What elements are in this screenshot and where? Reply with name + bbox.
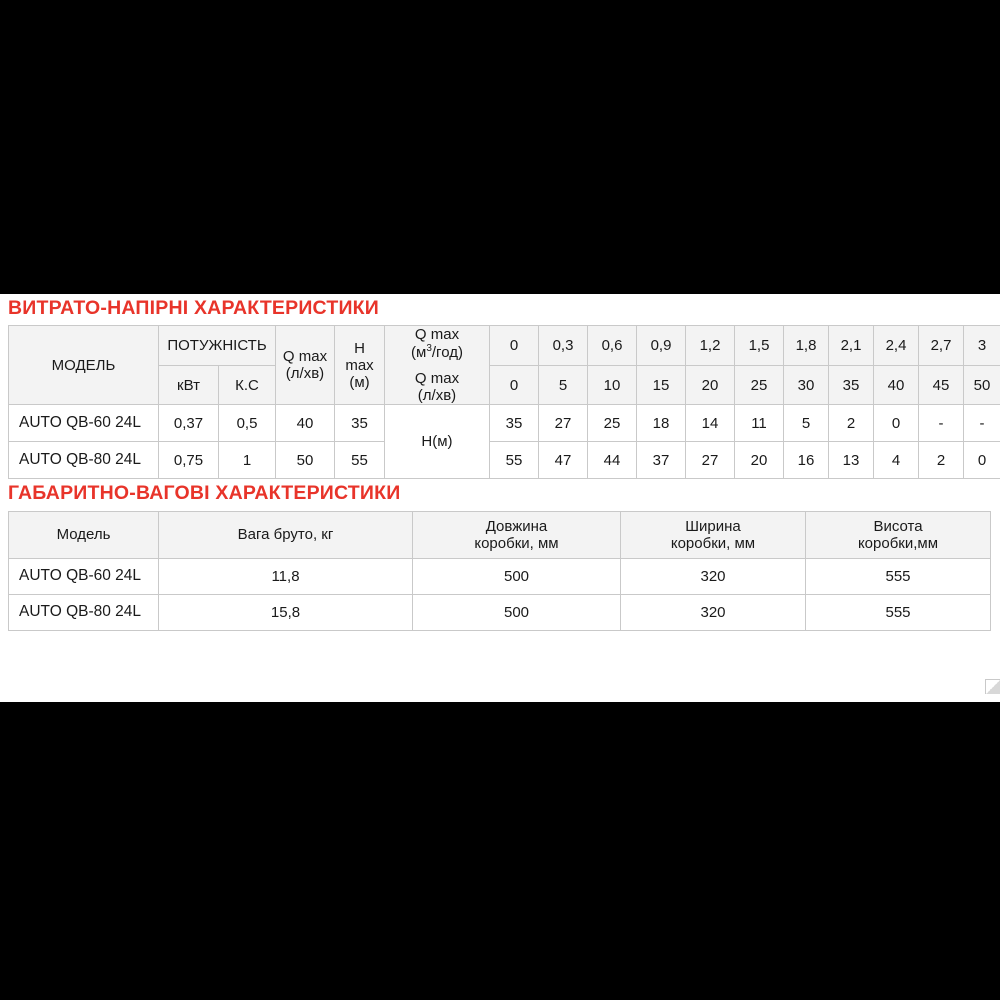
q-lmin-value: 50 (964, 365, 1000, 405)
header-width (621, 511, 806, 558)
q-m3-value: 0,6 (588, 326, 637, 366)
q-m3-value: 1,5 (735, 326, 784, 366)
q-lmin-value: 25 (735, 365, 784, 405)
row-length: 500 (413, 558, 621, 594)
q-m3-value: 2,7 (919, 326, 964, 366)
q-m3-value: 0,9 (637, 326, 686, 366)
head-value: 44 (588, 442, 637, 479)
header-hmax-line2: max (345, 356, 374, 374)
table-row (9, 594, 991, 630)
q-lmin-value: 10 (588, 365, 637, 405)
q-m3-value: 0,3 (539, 326, 588, 366)
row-model: AUTO QB-80 24L (9, 594, 159, 630)
q-lmin-value: 20 (686, 365, 735, 405)
q-m3-value: 0 (490, 326, 539, 366)
row-width: 320 (621, 558, 806, 594)
q-lmin-value: 0 (490, 365, 539, 405)
head-value: 0 (874, 405, 919, 442)
head-value: 35 (490, 405, 539, 442)
flow-section-title: ВИТРАТО-НАПІРНІ ХАРАКТЕРИСТИКИ (8, 297, 379, 319)
page-curl-corner (985, 679, 1000, 694)
head-value: - (964, 405, 1000, 442)
table-row (9, 511, 991, 558)
table-row (9, 326, 1000, 366)
row-hmax: 35 (335, 405, 385, 442)
row-qmax: 50 (276, 442, 335, 479)
header-height (806, 511, 991, 558)
header-width-line2: коробки, мм (670, 534, 756, 552)
flow-characteristics-table (8, 325, 1000, 479)
row-model: AUTO QB-80 24L (9, 442, 159, 479)
row-height: 555 (806, 558, 991, 594)
header-qmax-lhv (387, 370, 487, 404)
q-lmin-value: 30 (784, 365, 829, 405)
q-lmin-value: 35 (829, 365, 874, 405)
header-length-line1: Довжина (485, 517, 548, 535)
row-width: 320 (621, 594, 806, 630)
header-model: Модель (9, 511, 159, 558)
header-qmax-m3 (387, 326, 487, 361)
row-qmax: 40 (276, 405, 335, 442)
header-length (413, 511, 621, 558)
q-lmin-value: 40 (874, 365, 919, 405)
q-lmin-value: 5 (539, 365, 588, 405)
head-value: 13 (829, 442, 874, 479)
spec-sheet (0, 294, 1000, 702)
table-row (9, 442, 1000, 479)
row-length: 500 (413, 594, 621, 630)
dimensions-table (8, 511, 991, 631)
row-weight: 11,8 (159, 558, 413, 594)
row-model: AUTO QB-60 24L (9, 558, 159, 594)
row-hmax: 55 (335, 442, 385, 479)
head-value: 18 (637, 405, 686, 442)
header-qmax-lmin (276, 326, 335, 405)
head-value: 2 (919, 442, 964, 479)
dimensions-section-title: ГАБАРИТНО-ВАГОВІ ХАРАКТЕРИСТИКИ (8, 482, 401, 505)
qmax-m3-suffix: /год) (431, 344, 463, 362)
header-qmax-m3-line1: Q max (414, 326, 460, 344)
header-model: МОДЕЛЬ (9, 326, 159, 405)
head-value: 20 (735, 442, 784, 479)
q-m3-value: 1,8 (784, 326, 829, 366)
header-hmax (335, 326, 385, 405)
header-height-line1: Висота (873, 517, 923, 535)
head-value: - (919, 405, 964, 442)
head-value: 37 (637, 442, 686, 479)
head-value: 27 (686, 442, 735, 479)
q-m3-value: 2,4 (874, 326, 919, 366)
header-length-line2: коробки, мм (474, 534, 559, 552)
head-value: 55 (490, 442, 539, 479)
head-value: 5 (784, 405, 829, 442)
q-m3-value: 2,1 (829, 326, 874, 366)
q-lmin-value: 15 (637, 365, 686, 405)
head-value: 16 (784, 442, 829, 479)
row-kw: 0,75 (159, 442, 219, 479)
row-hp: 1 (219, 442, 276, 479)
header-qmax-unit-group (385, 326, 490, 405)
header-weight: Вага бруто, кг (159, 511, 413, 558)
header-qmax-lhv-line1: Q max (414, 370, 460, 388)
header-hp: К.С (219, 365, 276, 405)
header-width-line1: Ширина (685, 517, 741, 535)
head-value: 4 (874, 442, 919, 479)
q-m3-value: 1,2 (686, 326, 735, 366)
header-qmax-m3-line2 (387, 343, 487, 361)
row-model: AUTO QB-60 24L (9, 405, 159, 442)
header-power: ПОТУЖНІСТЬ (159, 326, 276, 366)
row-weight: 15,8 (159, 594, 413, 630)
q-lmin-value: 45 (919, 365, 964, 405)
head-value: 25 (588, 405, 637, 442)
qmax-m3-prefix: (м (411, 344, 427, 362)
header-height-line2: коробки,мм (857, 534, 939, 552)
head-value: 0 (964, 442, 1000, 479)
table-row (9, 405, 1000, 442)
row-height: 555 (806, 594, 991, 630)
head-value: 11 (735, 405, 784, 442)
header-h-m: Н(м) (385, 405, 490, 479)
header-hmax-line3: (м) (349, 373, 370, 391)
header-kw: кВт (159, 365, 219, 405)
header-hmax-line1: H (354, 339, 365, 357)
head-value: 47 (539, 442, 588, 479)
qmax-m3-superscript: 3 (426, 343, 432, 355)
header-qmax-lhv-line2: (л/хв) (417, 387, 457, 405)
q-m3-value: 3 (964, 326, 1000, 366)
header-qmax-lmin-line1: Q max (282, 348, 328, 366)
head-value: 14 (686, 405, 735, 442)
header-qmax-lmin-line2: (л/хв) (285, 365, 325, 383)
head-value: 27 (539, 405, 588, 442)
row-kw: 0,37 (159, 405, 219, 442)
table-row (9, 558, 991, 594)
row-hp: 0,5 (219, 405, 276, 442)
head-value: 2 (829, 405, 874, 442)
